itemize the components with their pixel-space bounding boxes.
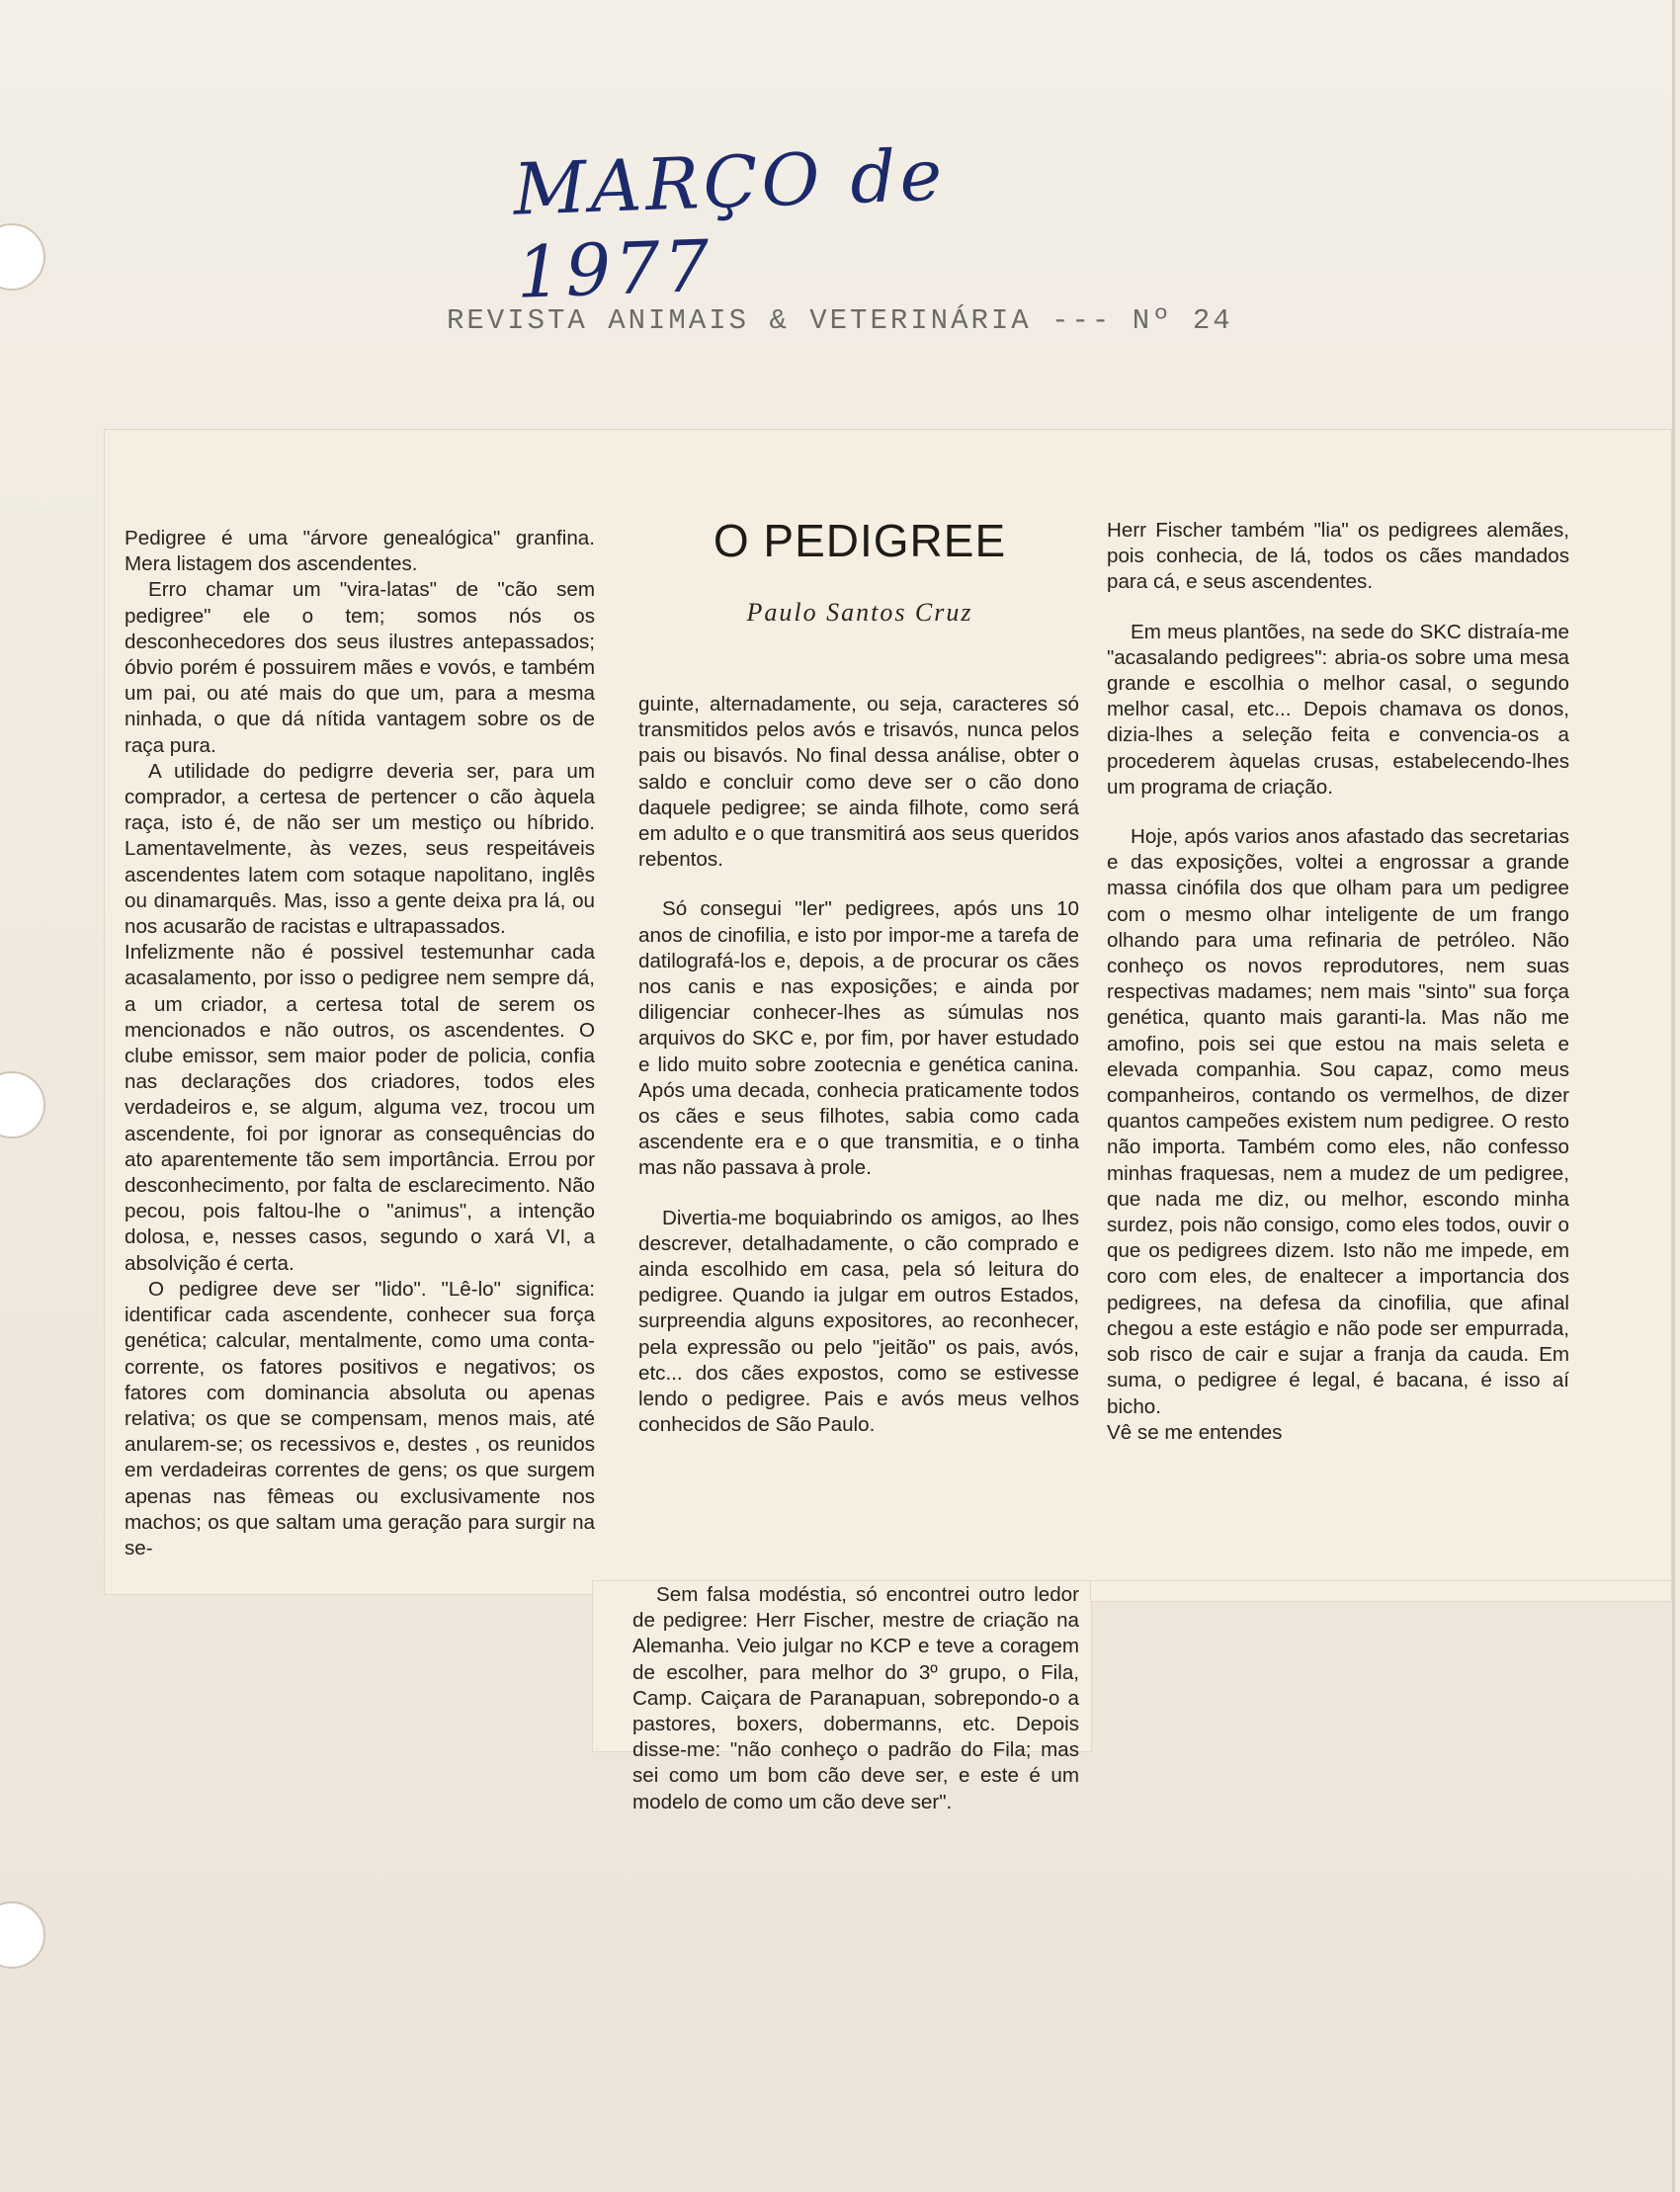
article-column-1 bbox=[125, 526, 595, 1561]
paragraph: Só consegui "ler" pedigrees, após uns 10 anos de cinofilia, e isto por impor-me a tarefa de datilografá-los e, depois, a de procurar os cães nos canis e nas exposições; e ainda por diligenciar conhecer-lhes as súmulas nos arquivos do SKC e, por fim, por haver estudado e lido muito sobre zootecnia e genética canina. Após uma decada, conhecia praticamente todos os cães e seus filhotes, sabia como cada ascendente era e o que transmitia, e o tinha mas não passava à prole. bbox=[638, 897, 1079, 1180]
paragraph: Hoje, após varios anos afastado das secretarias e das exposições, voltei a engrossar a grande massa cinófila dos que olham para um pedigree com o mesmo olhar inteligente de um frango olhando para uma refinaria de petróleo. Não conheço os novos reprodutores, nem suas respectivas madames; nem mais "sinto" sua força genética, quanto mais garanti-la. Mas não me amofino, pois sei que estou na mais seleta e elevada companhia. Sou capaz, como meus companheiros, contando os vermelhos, de dizer quantos campeões existem num pedigree. O resto não importa. Também como eles, não confesso minhas fraquesas, nem a mudez de um pedigree, que nada me diz, ou melhor, escondo minha surdez, pois não consigo, como eles todos, ouvir o que os pedigrees dizem. Isto não me impede, em coro com eles, de enaltecer a importancia dos pedigrees, na defesa da cinofilia, que afinal chegou a este estágio e não pode ser empurrada, sob risco de cair e sujar a franja da cauda. Em suma, o pedigree é legal, é bacana, é isso aí bicho. bbox=[1107, 825, 1569, 1418]
paragraph: guinte, alternadamente, ou seja, caracteres só transmitidos pelos avós e trisavós, nunca pelos pais ou bisavós. No final dessa análise, obter o saldo e concluir como deve ser o cão dono daquele pedigree; se ainda filhote, como será em adulto e o que transmitirá aos seus queridos rebentos. bbox=[638, 693, 1079, 872]
article-title: O PEDIGREE bbox=[713, 515, 1007, 566]
paragraph: Em meus plantões, na sede do SKC distraía-me "acasalando pedigrees": abria-os sobre uma mesa grande e escolhia o melhor casal, o segundo melhor casal, etc... Depois chamava os donos, dizia-lhes a seleção feita e convencia-os a procederem àquelas crusas, estabelecendo-lhes um programa de criação. bbox=[1107, 620, 1569, 799]
article-column-3 bbox=[1107, 518, 1569, 1446]
paragraph: A utilidade do pedigrre deveria ser, para um comprador, a certesa de pertencer o cão àquela raça, isto é, de não ser um mestiço ou híbrido. Lamentavelmente, às vezes, seus respeitáveis ascendentes latem com sotaque napolitano, inglês ou dinamarquês. Mas, isso a gente deixa pra lá, ou nos acusarão de racistas e ultrapassados. bbox=[125, 759, 595, 939]
paragraph: Erro chamar um "vira-latas" de "cão sem pedigree" ele o tem; somos nós os desconhecedores dos seus ilustres antepassados; óbvio porém é possuirem mães e vovós, e também um pai, ou até mais do que um, para a mesma ninhada, o que dá nítida vantagem sobre os de raça pura. bbox=[125, 578, 595, 757]
handwritten-date: MARÇO de 1977 bbox=[512, 132, 948, 314]
paragraph: Vê se me entendes bbox=[1107, 1420, 1283, 1444]
paragraph: Herr Fischer também "lia" os pedigrees alemães, pois conhecia, de lá, todos os cães mandados para cá, e seus ascendentes. bbox=[1107, 519, 1569, 594]
paragraph: Pedigree é uma "árvore genealógica" granfina. Mera listagem dos ascendentes. bbox=[125, 527, 595, 576]
paragraph: O pedigree deve ser "lido". "Lê-lo" significa: identificar cada ascendente, conhecer sua força genética; calcular, mentalmente, como uma conta-corrente, os fatores positivos e negativos; os fatores com dominancia absoluta ou apenas relativa; os que se compensam, menos mais, até anularem-se; os recessivos e, destes , os reunidos em verdadeiras correntes de gens; os que surgem apenas nas fêmeas ou exclusivamente nos machos; os que saltam uma geração para surgir na se- bbox=[125, 1277, 595, 1560]
article-author: Paulo Santos Cruz bbox=[746, 598, 973, 627]
typed-magazine-header: REVISTA ANIMAIS & VETERINÁRIA --- Nº 24 bbox=[447, 304, 1233, 337]
article-column-2-continued bbox=[632, 1582, 1079, 1815]
article-column-2 bbox=[638, 692, 1079, 1438]
paragraph: Infelizmente não é possivel testemunhar cada acasalamento, por isso o pedigree nem sempre dá, a um criador, a certesa total de serem os mencionados e não outros, os ascendentes. O clube emissor, sem maior poder de policia, confia nas declarações dos criadores, todos eles verdadeiros e, se algum, alguma vez, trocou um ascendente, foi por ignorar as consequências do ato aparentemente tão sem importância. Errou por desconhecimento, por falta de esclarecimento. Não pecou, pois faltou-lhe o "animus", a intenção dolosa, e, nesses casos, segundo o xará VI, a absolvição é certa. bbox=[125, 941, 595, 1275]
paragraph: Divertia-me boquiabrindo os amigos, ao lhes descrever, detalhadamente, o cão comprado e ainda escolhido em casa, pela só leitura do pedigree. Quando ia julgar em outros Estados, surpreendia alguns expositores, ao reconhecer, pela expressão ou pelo "jeitão" os pais, avós, etc... dos cães expostos, como se estivesse lendo o pedigree. Pais e avós meus velhos conhecidos de São Paulo. bbox=[638, 1206, 1079, 1437]
newspaper-clipping-right-strip bbox=[1091, 1581, 1671, 1601]
paragraph: Sem falsa modéstia, só encontrei outro ledor de pedigree: Herr Fischer, mestre de criação na Alemanha. Veio julgar no KCP e teve a coragem de escolher, para melhor do 3º grupo, o Fila, Camp. Caiçara de Paranapuan, sobrepondo-o a pastores, boxers, dobermanns, etc. Depois disse-me: "não conheço o padrão do Fila; mas sei como um bom cão deve ser, e este é um modelo de como um cão deve ser". bbox=[632, 1583, 1079, 1813]
